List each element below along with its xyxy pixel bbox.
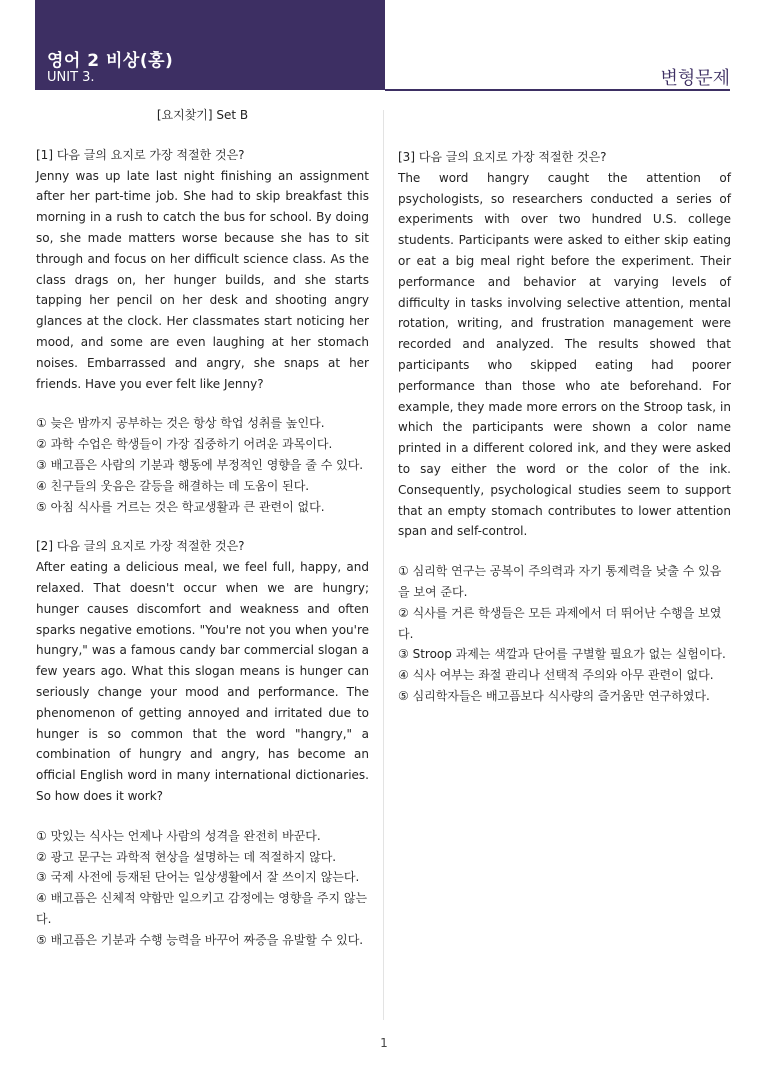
- choice-item: ⑤ 심리학자들은 배고픔보다 식사량의 즐거움만 연구하였다.: [398, 688, 710, 703]
- choice-item: ④ 식사 여부는 좌절 관리나 선택적 주의와 아무 관련이 없다.: [398, 668, 714, 683]
- page-number: 1: [380, 1036, 388, 1050]
- unit-label: UNIT 3.: [47, 70, 95, 85]
- set-label: [요지찾기] Set B: [156, 108, 249, 122]
- choice-item: ① 심리학 연구는 공복이 주의력과 자기 통제력을 낮출 수 있음을 보여 준다.: [398, 564, 722, 599]
- question-3: [398, 147, 731, 707]
- choice-item: ② 광고 문구는 과학적 현상을 설명하는 데 적절하지 않다.: [36, 849, 337, 864]
- header-banner: [35, 0, 385, 90]
- choice-list: [36, 826, 369, 951]
- question-title: [1] 다음 글의 요지로 가장 적절한 것은?: [36, 147, 245, 162]
- choice-item: ⑤ 아침 식사를 거르는 것은 학교생활과 큰 관련이 없다.: [36, 499, 325, 514]
- choice-item: ④ 배고픔은 신체적 약함만 일으키고 감정에는 영향을 주지 않는다.: [36, 891, 368, 926]
- left-column: [36, 105, 369, 969]
- choice-list: [398, 561, 731, 707]
- column-divider: [383, 110, 384, 1020]
- choice-item: ② 식사를 거른 학생들은 모든 과제에서 더 뛰어난 수행을 보였다.: [398, 605, 722, 641]
- question-title: [3] 다음 글의 요지로 가장 적절한 것은?: [398, 150, 607, 164]
- question-passage: Jenny was up late last night finishing an assignment after her part-time job. She had to skip breakfast this morning in a rush to catch the bus for school. By doing so, she made matters worse because she has to sit through and focus on her difficult science class. As the class drags on, her hunger builds, and she starts tapping her pencil on her desk and shooting angry glances at the clock. Her classmates start noticing her mood, and some are even laughing at her stomach noises. Embarrassed and angry, she snaps at her friends. Have you ever felt like Jenny?: [36, 168, 369, 391]
- question-passage: After eating a delicious meal, we feel full, happy, and relaxed. That doesn't occur when we are hungry; hunger causes discomfort and weakness and often sparks negative emotions. "You're not you when you're hungry," was a famous candy bar commercial slogan a few years ago. What this slogan means is hunger can seriously change your mood and performance. The phenomenon of getting annoyed and irritated due to hunger is so common that the word "hangry," a combination of hungry and angry, has become an official English word in many international dictionaries. So how does it work?: [36, 560, 369, 803]
- choice-item: ⑤ 배고픔은 기분과 수행 능력을 바꾸어 짜증을 유발할 수 있다.: [36, 932, 364, 947]
- question-passage: The word hangry caught the attention of psychologists, so researchers conducted a series of experiments with over two hundred U.S. college students. Participants were asked to either skip eating or eat a big meal right before the experiment. Their performance and behavior at varying levels of difficulty in tasks involving selective attention, mental rotation, writing, and frustration management were recorded and analyzed. The results showed that participants who skipped eating had poorer performance than those who ate beforehand. For example, they made more errors on the Stroop task, in which the participants were shown a color name printed in a different colored ink, and they were asked to say either the word or the color of the ink. Consequently, psychological studies seem to support that an empty stomach contributes to lower attention span and self-control.: [398, 170, 731, 539]
- header-rule: [385, 89, 730, 91]
- choice-item: ③ 배고픔은 사람의 기분과 행동에 부정적인 영향을 줄 수 있다.: [36, 457, 364, 472]
- choice-item: ③ Stroop 과제는 색깔과 단어를 구별할 필요가 없는 실험이다.: [398, 647, 726, 662]
- question-2: [36, 536, 369, 950]
- choice-item: ① 늦은 밤까지 공부하는 것은 항상 학업 성취를 높인다.: [36, 416, 325, 431]
- choice-item: ③ 국제 사전에 등재된 단어는 일상생활에서 잘 쓰이지 않는다.: [36, 870, 360, 885]
- right-column: [398, 147, 731, 726]
- section-label: 변형문제: [660, 68, 730, 89]
- choice-item: ① 맛있는 식사는 언제나 사람의 성격을 완전히 바꾼다.: [36, 828, 321, 843]
- choice-item: ④ 친구들의 웃음은 갈등을 해결하는 데 도움이 된다.: [36, 478, 310, 493]
- choice-item: ② 과학 수업은 학생들이 가장 집중하기 어려운 과목이다.: [36, 437, 333, 452]
- choice-list: [36, 413, 369, 517]
- question-1: [36, 145, 369, 518]
- question-title: [2] 다음 글의 요지로 가장 적절한 것은?: [36, 539, 245, 554]
- page-title: 영어 2 비상(홍): [47, 51, 174, 71]
